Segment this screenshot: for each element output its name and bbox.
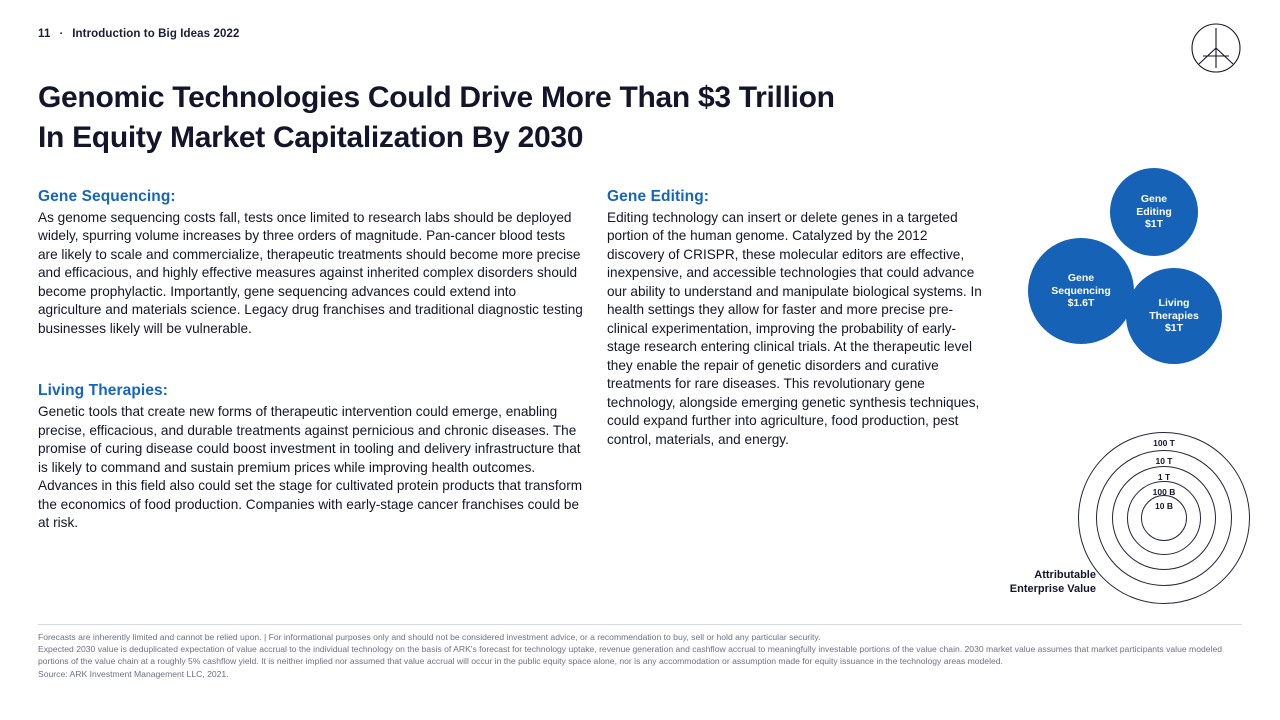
left-column: [38, 188, 583, 533]
section-body-gene-sequencing: As genome sequencing costs fall, tests once limited to research labs should be deployed widely, spurring volume increases by three orders of magnitude. Pan-cancer blood tests are likely to scale and commercialize, therapeutic treatments should become more precise and efficacious, and highly effective measures against inherited complex disorders should become prophylactic. Importantly, gene sequencing advances could extend into agriculture and materials science. Legacy drug franchises and traditional diagnostic testing businesses likely will be vulnerable.: [38, 210, 583, 336]
bubble-value: $1.6T: [1067, 297, 1095, 310]
footnote-line-2: Expected 2030 value is deduplicated expectation of value accrual to the individual technology on the basis of ARK's forecast for technology uptake, revenue generation and cashflow accrual to meaningfully investable portions of the value chain. 2030 market value assumes that market participants value modeled portions of the value chain at a roughly 5% cashflow yield. It is neither implied nor assumed that value accrual will occur in the public equity space alone, nor is any accommodation or assumption made for equity issuance in the technology areas modeled.: [38, 644, 1222, 667]
bubble-gene-sequencing: [1028, 238, 1134, 344]
ring-label-10t: 10 T: [1155, 456, 1173, 466]
column-spacer: [38, 338, 583, 382]
section-heading-gene-sequencing: Gene Sequencing:: [38, 188, 176, 205]
bubble-label-line-2: Editing: [1136, 205, 1172, 218]
bubble-gene-editing: [1110, 168, 1198, 256]
middle-column: [607, 188, 982, 449]
section-heading-living-therapies: Living Therapies:: [38, 382, 169, 400]
scale-legend-caption-line-2: Enterprise Value: [1009, 583, 1096, 596]
bubble-value: $1T: [1144, 218, 1164, 231]
footnote-source: Source: ARK Investment Management LLC, 2021.: [38, 668, 229, 679]
slide-header: [38, 28, 239, 40]
ark-invest-logo-icon: [1190, 22, 1242, 74]
ring-label-10b: 10 B: [1155, 501, 1173, 511]
bubble-living-therapies: [1126, 268, 1222, 364]
scale-legend-caption-line-1: Attributable: [1034, 569, 1096, 581]
bubble-value: $1T: [1164, 322, 1184, 335]
bubble-label-line-2: Sequencing: [1051, 284, 1111, 297]
section-body-living-therapies: Genetic tools that create new forms of therapeutic intervention could emerge, enabling precise, efficacious, and durable treatments against pernicious and chronic diseases. The promise of curing disease could boost investment in tooling and delivery infrastructure that is likely to command and sustain premium prices while improving health outcomes. Advances in this field also could set the stage for cultivated protein products that transform the economics of food production. Companies with early-stage cancer franchises could be at risk.: [38, 404, 583, 531]
bubble-label-line-2: Therapies: [1149, 309, 1199, 322]
section-heading-gene-editing: Gene Editing:: [607, 188, 710, 205]
ring-label-1t: 1 T: [1157, 472, 1171, 482]
bubble-label-line-1: Gene: [1067, 272, 1095, 285]
page-number: 11: [38, 28, 51, 40]
scale-legend-caption: [986, 568, 1096, 597]
footnote: [38, 631, 1248, 680]
document-title: Introduction to Big Ideas 2022: [72, 28, 240, 40]
ring-label-100b: 100 B: [1152, 487, 1176, 497]
footnote-divider: [38, 624, 1242, 625]
page-title-line-1: Genomic Technologies Could Drive More Than $3 Trillion: [38, 81, 835, 114]
ring-label-100t: 100 T: [1153, 438, 1175, 448]
section-body-gene-editing: Editing technology can insert or delete genes in a targeted portion of the human genome. Catalyzed by the 2012 discovery of CRISPR, these molecular editors are effective, inexpensive, and accessible technologies that could advance our ability to understand and manipulate biological systems. In health settings they allow for faster and more precise pre-clinical experimentation, improving the probability of early-stage research entering clinical trials. At the therapeutic level they enable the repair of genetic disorders and curative treatments for rare diseases. This revolutionary gene technology, alongside emerging genetic synthesis techniques, could expand further into agriculture, food production, pest control, materials, and energy.: [607, 210, 982, 447]
bubble-label-line-1: Living: [1158, 297, 1190, 310]
bubble-label-line-1: Gene: [1140, 193, 1168, 206]
bubble-chart: [1020, 160, 1260, 365]
header-separator: ·: [59, 28, 64, 40]
scale-legend-rings: [1078, 432, 1250, 604]
page-title-line-2: In Equity Market Capitalization By 2030: [38, 120, 584, 154]
footnote-line-1: Forecasts are inherently limited and cannot be relied upon. | For informational purposes only and should not be considered investment advice, or a recommendation to buy, sell or hold any particular security.: [38, 632, 821, 642]
page-title: [38, 78, 998, 158]
